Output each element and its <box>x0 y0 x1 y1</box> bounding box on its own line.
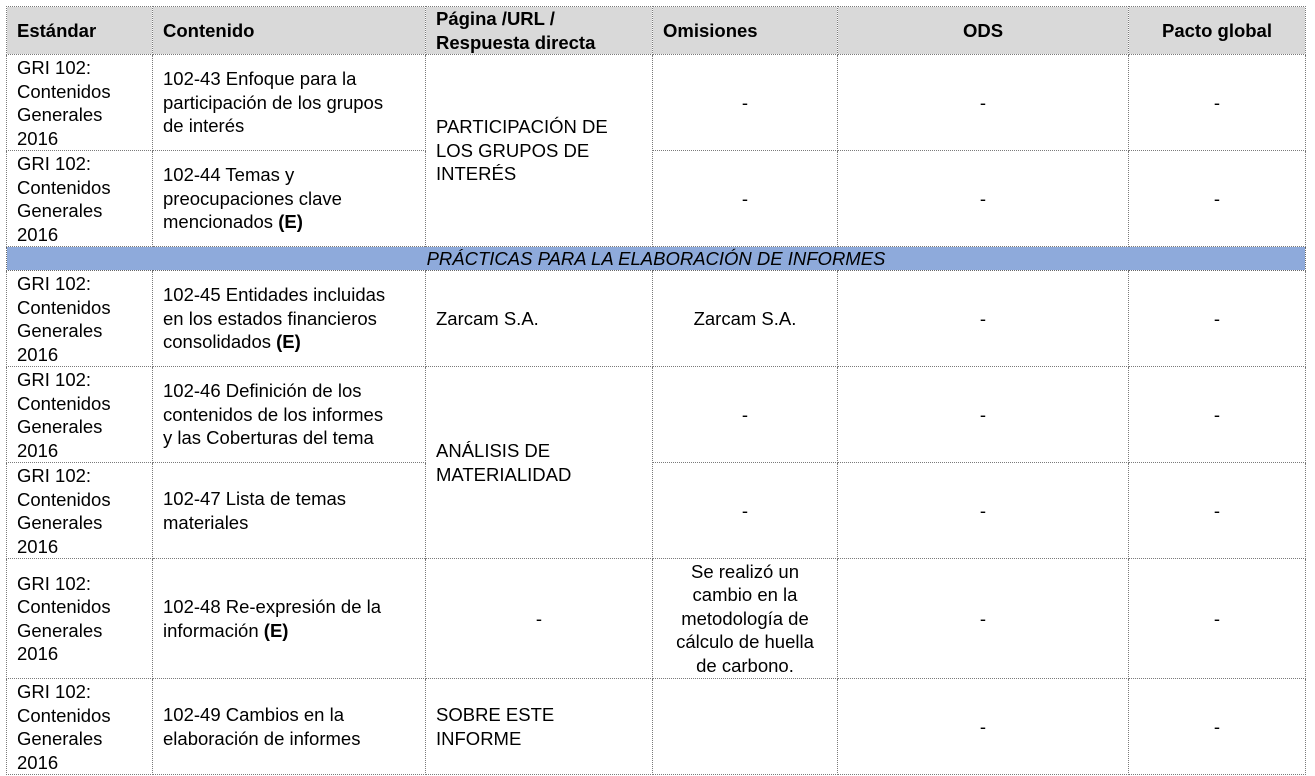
pacto-cell: - <box>1129 271 1306 367</box>
content-cell: 102-45 Entidades incluidas en los estados financieros consolidados (E) <box>153 271 426 367</box>
omission-cell: - <box>653 463 838 559</box>
gri-content-index-table <box>6 6 1306 775</box>
page-cell: SOBRE ESTE INFORME <box>426 679 653 775</box>
standard-cell: GRI 102: Contenidos Generales 2016 <box>7 559 153 679</box>
table-row <box>7 151 1306 247</box>
section-title: PRÁCTICAS PARA LA ELABORACIÓN DE INFORMES <box>7 247 1306 271</box>
pacto-cell: - <box>1129 559 1306 679</box>
header-ods: ODS <box>838 7 1129 55</box>
omission-cell: - <box>653 151 838 247</box>
content-cell: 102-49 Cambios en la elaboración de informes <box>153 679 426 775</box>
omission-cell <box>653 679 838 775</box>
page-cell: Zarcam S.A. <box>426 271 653 367</box>
ods-cell: - <box>838 271 1129 367</box>
header-pacto-global: Pacto global <box>1129 7 1306 55</box>
essential-marker: (E) <box>263 619 289 641</box>
content-cell: 102-46 Definición de los contenidos de los informes y las Coberturas del tema <box>153 367 426 463</box>
page-cell-materialidad: ANÁLISIS DE MATERIALIDAD <box>426 367 653 559</box>
pacto-cell: - <box>1129 151 1306 247</box>
header-omisiones: Omisiones <box>653 7 838 55</box>
header-contenido: Contenido <box>153 7 426 55</box>
essential-marker: (E) <box>276 331 301 353</box>
pacto-cell: - <box>1129 55 1306 151</box>
ods-cell: - <box>838 463 1129 559</box>
page-cell-participacion: PARTICIPACIÓN DE LOS GRUPOS DE INTERÉS <box>426 55 653 247</box>
header-pagina: Página /URL / Respuesta directa <box>426 7 653 55</box>
ods-cell: - <box>838 55 1129 151</box>
content-cell: 102-48 Re-expresión de la información (E) <box>153 559 426 679</box>
ods-cell: - <box>838 679 1129 775</box>
header-row <box>7 7 1306 55</box>
essential-marker: (E) <box>278 211 303 233</box>
standard-cell: GRI 102: Contenidos Generales 2016 <box>7 463 153 559</box>
table-row <box>7 55 1306 151</box>
ods-cell: - <box>838 367 1129 463</box>
table-row <box>7 679 1306 775</box>
pacto-cell: - <box>1129 463 1306 559</box>
page-cell: - <box>426 559 653 679</box>
header-estandar: Estándar <box>7 7 153 55</box>
table-row <box>7 559 1306 679</box>
section-row <box>7 247 1306 271</box>
standard-cell: GRI 102: Contenidos Generales 2016 <box>7 367 153 463</box>
omission-cell: Se realizó un cambio en la metodología de cálculo de huella de carbono. <box>653 559 838 679</box>
content-cell: 102-47 Lista de temas materiales <box>153 463 426 559</box>
ods-cell: - <box>838 559 1129 679</box>
content-cell: 102-44 Temas y preocupaciones clave mencionados (E) <box>153 151 426 247</box>
standard-cell: GRI 102: Contenidos Generales 2016 <box>7 55 153 151</box>
pacto-cell: - <box>1129 679 1306 775</box>
standard-cell: GRI 102: Contenidos Generales 2016 <box>7 151 153 247</box>
ods-cell: - <box>838 151 1129 247</box>
omission-cell: - <box>653 55 838 151</box>
content-cell: 102-43 Enfoque para la participación de los grupos de interés <box>153 55 426 151</box>
pacto-cell: - <box>1129 367 1306 463</box>
standard-cell: GRI 102: Contenidos Generales 2016 <box>7 271 153 367</box>
omission-cell: - <box>653 367 838 463</box>
table-row <box>7 367 1306 463</box>
standard-cell: GRI 102: Contenidos Generales 2016 <box>7 679 153 775</box>
table-row <box>7 463 1306 559</box>
table-row <box>7 271 1306 367</box>
omission-cell: Zarcam S.A. <box>653 271 838 367</box>
